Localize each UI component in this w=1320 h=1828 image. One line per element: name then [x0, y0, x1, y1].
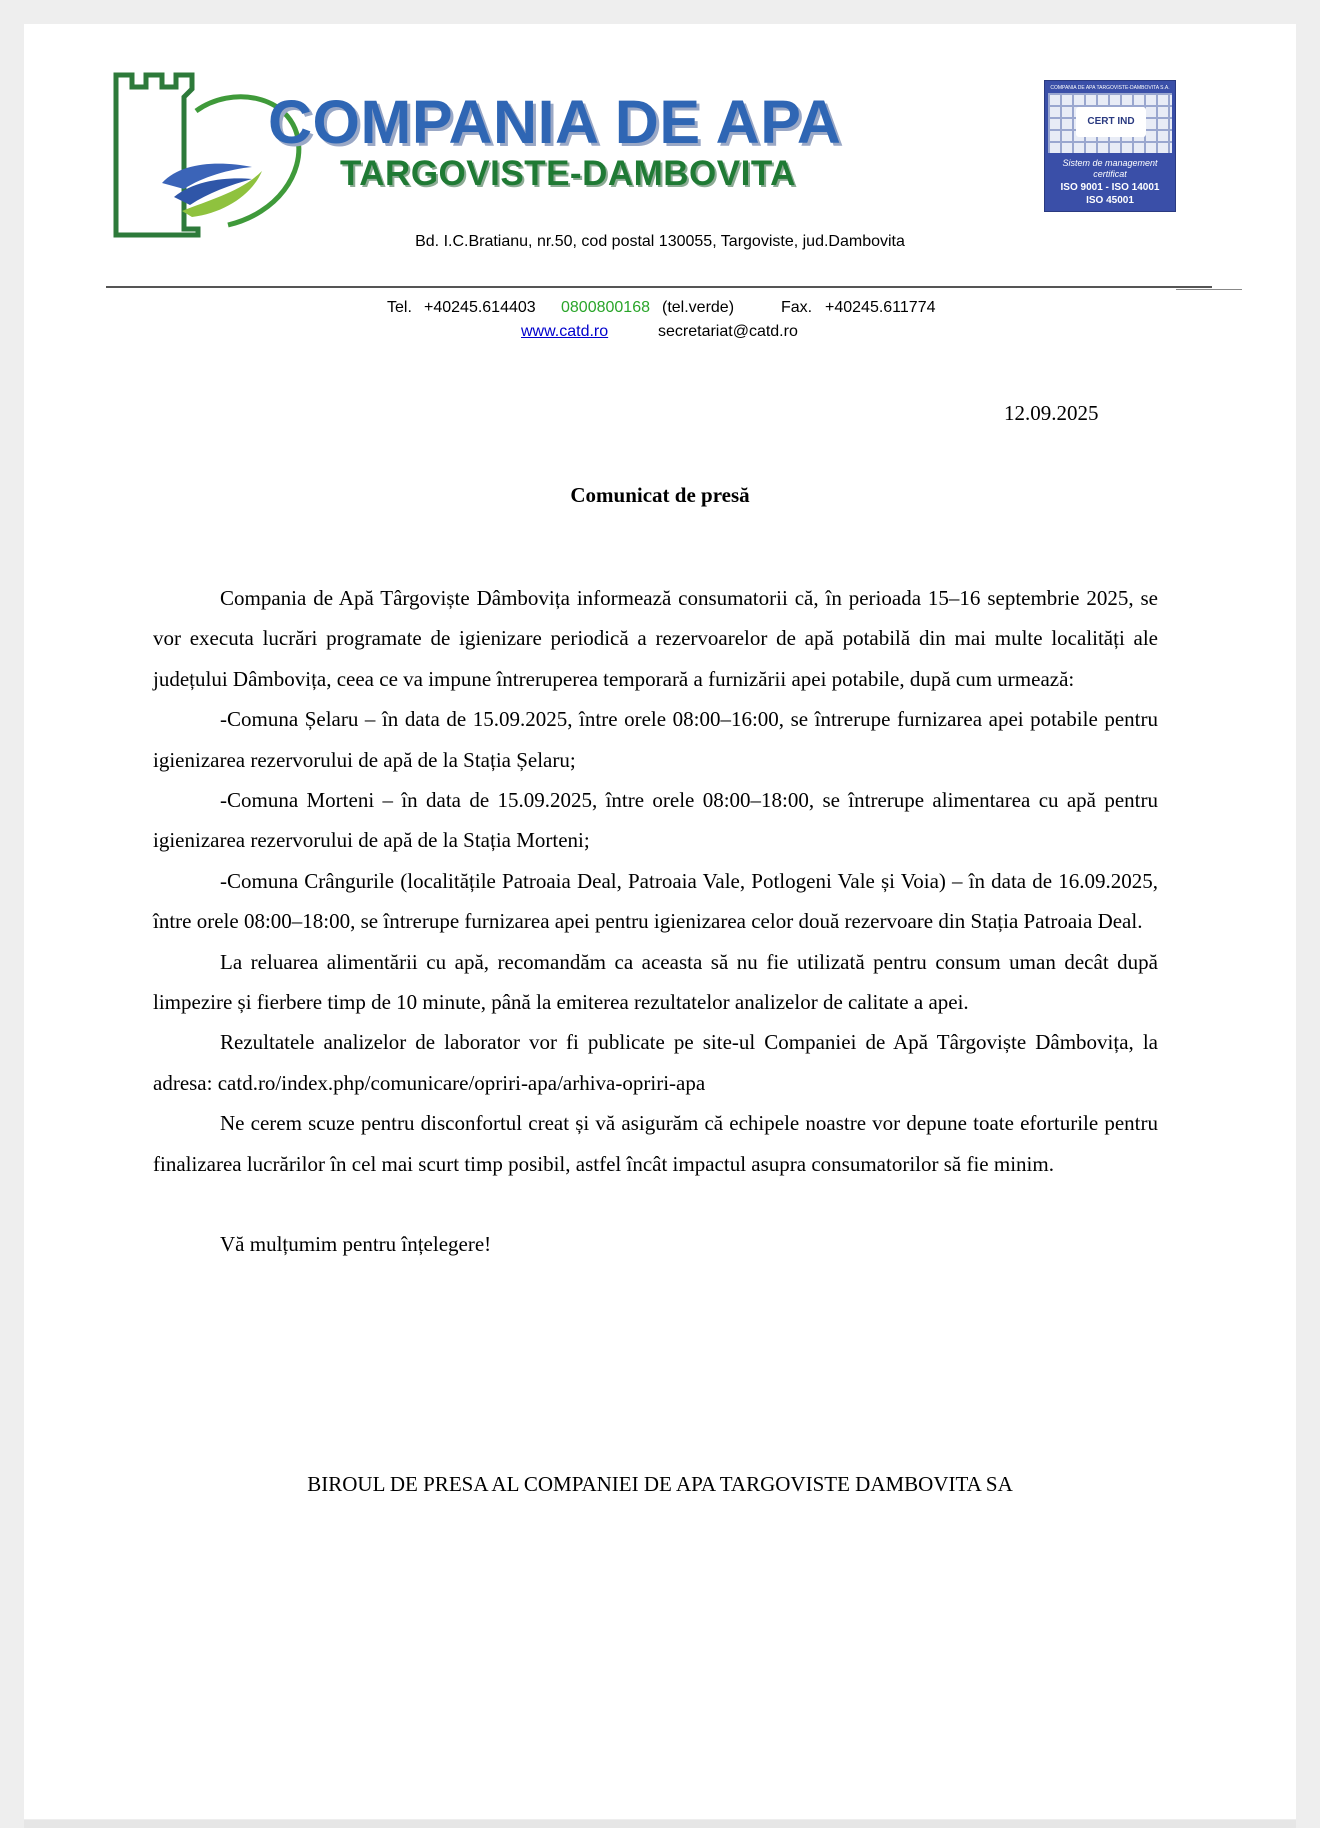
- cert-line-1: Sistem de management: [1062, 158, 1158, 168]
- paragraph-results: Rezultatele analizelor de laborator vor fi publicate pe site-ul Companiei de Apă Târgoviște Dâmbovița, la adresa: catd.ro/index.php/comunicare/opriri-apa/arhiva-opriri-apa: [153, 1030, 1158, 1095]
- header-divider: [106, 286, 1212, 288]
- cert-pattern: [1048, 93, 1172, 153]
- paragraph-intro: Compania de Apă Târgoviște Dâmbovița informează consumatorii că, în perioada 15–16 septembrie 2025, se vor executa lucrări programate de igienizare periodică a rezervoarelor de apă potabilă din mai multe localități ale județului Dâmbovița, ceea ce va impune întreruperea temporară a furnizării apei potabile, după cum urmează:: [153, 586, 1158, 691]
- paragraph-crangurile: -Comuna Crângurile (localitățile Patroaia Deal, Patroaia Vale, Potlogeni Vale și Voia) – în data de 16.09.2025, între orele 08:00–18:00, se întrerupe furnizarea apei pentru igienizarea celor două rezervoare din Stația Patroaia Deal.: [153, 868, 1158, 934]
- tel-number: +40245.614403: [424, 299, 536, 316]
- cert-line-2: certificat: [1093, 169, 1127, 179]
- signature: BIROUL DE PRESA AL COMPANIEI DE APA TARGOVISTE DAMBOVITA SA: [307, 1472, 1013, 1496]
- cert-line-3: ISO 9001 - ISO 14001: [1060, 182, 1160, 193]
- cert-mark: CERT IND: [1076, 107, 1146, 137]
- fax-label: Fax.: [781, 299, 813, 316]
- paragraph-morteni: -Comuna Morteni – în data de 15.09.2025, între orele 08:00–18:00, se întrerupe alimentarea cu apă pentru igienizarea rezervorului de apă de la Stația Morteni;: [153, 788, 1158, 853]
- company-subtitle: TARGOVISTE-DAMBOVITA: [340, 154, 796, 193]
- paragraph-apology: Ne cerem scuze pentru disconfortul creat și vă asigurăm că echipele noastre vor depune toate eforturile pentru finalizarea lucrărilor în cel mai scurt timp posibil, astfel încât impactul asupra consumatorilor să fie minim.: [153, 1111, 1158, 1176]
- green-line-note: (tel.verde): [662, 299, 735, 316]
- paragraph-recommendation: La reluarea alimentării cu apă, recomandăm ca aceasta să nu fie utilizată pentru consum uman decât după limpezire și fierbere timp de 10 minute, până la emiterea rezultatelor analizelor de calitate a apei.: [153, 949, 1158, 1015]
- certification-badge: [1044, 80, 1176, 212]
- green-line-number: 0800800168: [561, 299, 650, 316]
- paragraph-thanks: Vă mulțumim pentru înțelegere!: [220, 1232, 492, 1257]
- company-address: Bd. I.C.Bratianu, nr.50, cod postal 130055, Targoviste, jud.Dambovita: [415, 233, 905, 250]
- cert-header: COMPANIA DE APA TARGOVISTE-DAMBOVITA S.A.: [1050, 85, 1170, 91]
- email-address: secretariat@catd.ro: [658, 323, 798, 340]
- page-bottom-edge: [24, 1820, 1296, 1828]
- document-date: 12.09.2025: [1004, 401, 1099, 425]
- document-title: Comunicat de presă: [570, 483, 750, 507]
- company-name: COMPANIA DE APA: [268, 88, 842, 156]
- tel-label: Tel.: [387, 299, 412, 316]
- document-page: [24, 24, 1296, 1819]
- document-body: [153, 578, 1158, 1265]
- header-divider-end: [1176, 289, 1242, 290]
- paragraph-selaru: -Comuna Șelaru – în data de 15.09.2025, între orele 08:00–16:00, se întrerupe furnizarea apei potabile pentru igienizarea rezervorului de apă de la Stația Șelaru;: [153, 707, 1158, 772]
- website-link[interactable]: www.catd.ro: [521, 323, 609, 340]
- fax-number: +40245.611774: [825, 299, 936, 316]
- cert-line-4: ISO 45001: [1086, 195, 1134, 206]
